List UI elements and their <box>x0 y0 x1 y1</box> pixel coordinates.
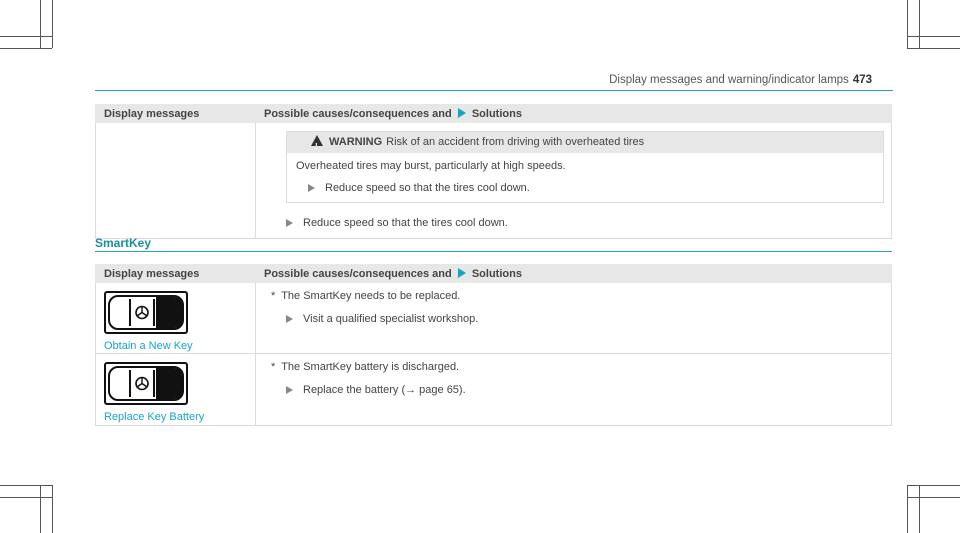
warning-title: Risk of an accident from driving with overheated tires <box>386 136 645 148</box>
header-rule <box>95 90 893 91</box>
crop-mark <box>0 48 52 49</box>
display-message-caption: Replace Key Battery <box>104 411 205 423</box>
warning-step-text: Reduce speed so that the tires cool down. <box>325 182 530 194</box>
display-message-cell <box>96 283 256 354</box>
column-header-solutions-text: Solutions <box>471 267 522 280</box>
crop-mark <box>40 0 41 48</box>
crop-mark <box>907 36 960 37</box>
solution-step-text: Reduce speed so that the tires cool down. <box>303 217 508 229</box>
crop-mark <box>40 485 41 533</box>
section-rule <box>95 251 892 252</box>
play-arrow-icon <box>458 108 466 118</box>
solution-step <box>286 312 883 326</box>
crop-mark <box>0 497 52 498</box>
causes-solutions-cell <box>256 354 892 426</box>
column-header-causes-text: Possible causes/consequences and <box>264 267 452 280</box>
solution-step <box>286 383 883 397</box>
messages-table-overheated-tires <box>95 104 892 239</box>
column-header-causes-text: Possible causes/consequences and <box>264 107 452 120</box>
column-header-causes-solutions <box>256 265 892 283</box>
table-header-row <box>96 265 892 283</box>
crop-mark <box>907 485 960 486</box>
warning-header <box>287 132 883 153</box>
warning-body <box>287 153 883 202</box>
column-header-causes-solutions <box>256 105 892 123</box>
table-row <box>96 123 892 239</box>
smartkey-icon <box>104 362 188 405</box>
cause-text: * The SmartKey needs to be replaced. <box>271 290 461 302</box>
crop-mark <box>919 0 920 48</box>
bullet-arrow-icon <box>286 386 293 394</box>
table-row <box>96 354 892 426</box>
crop-mark <box>907 485 908 533</box>
crop-mark <box>907 0 908 48</box>
smartkey-icon <box>104 291 188 334</box>
crop-mark <box>907 497 960 498</box>
cause-text-value: The SmartKey needs to be replaced. <box>281 290 461 302</box>
warning-step <box>296 181 883 195</box>
page-number: 473 <box>852 74 872 86</box>
crop-mark <box>52 485 53 533</box>
warning-label: WARNING <box>329 136 383 148</box>
warning-box <box>286 131 884 203</box>
running-header-title: Display messages and warning/indicator lamps <box>609 74 849 86</box>
display-message-cell <box>96 123 256 239</box>
warning-triangle-icon <box>311 135 323 146</box>
crop-mark <box>919 485 920 533</box>
section-title: SmartKey <box>95 236 152 250</box>
solution-step-text: Visit a qualified specialist workshop. <box>303 313 479 325</box>
cause-text-value: The SmartKey battery is discharged. <box>281 361 460 373</box>
cause-text: * The SmartKey battery is discharged. <box>271 361 460 373</box>
display-message-caption: Obtain a New Key <box>104 340 193 352</box>
bullet-arrow-icon <box>286 315 293 323</box>
messages-table-smartkey <box>95 264 892 426</box>
bullet-arrow-icon <box>286 219 293 227</box>
table-row <box>96 283 892 354</box>
solution-step-text: Replace the battery (→ page 65). <box>303 384 466 396</box>
table-header-row <box>96 105 892 123</box>
solution-step <box>286 216 883 230</box>
column-header-display-messages: Display messages <box>96 105 256 123</box>
crop-mark <box>0 36 52 37</box>
column-header-display-messages: Display messages <box>96 265 256 283</box>
column-header-solutions-text: Solutions <box>471 107 522 120</box>
crop-mark <box>907 48 960 49</box>
causes-solutions-cell <box>256 283 892 354</box>
display-message-cell <box>96 354 256 426</box>
warning-text: Overheated tires may burst, particularly at high speeds. <box>296 160 566 172</box>
running-header <box>609 74 872 86</box>
causes-solutions-cell <box>256 123 892 239</box>
bullet-arrow-icon <box>308 184 315 192</box>
play-arrow-icon <box>458 268 466 278</box>
crop-mark <box>0 485 52 486</box>
crop-mark <box>52 0 53 48</box>
